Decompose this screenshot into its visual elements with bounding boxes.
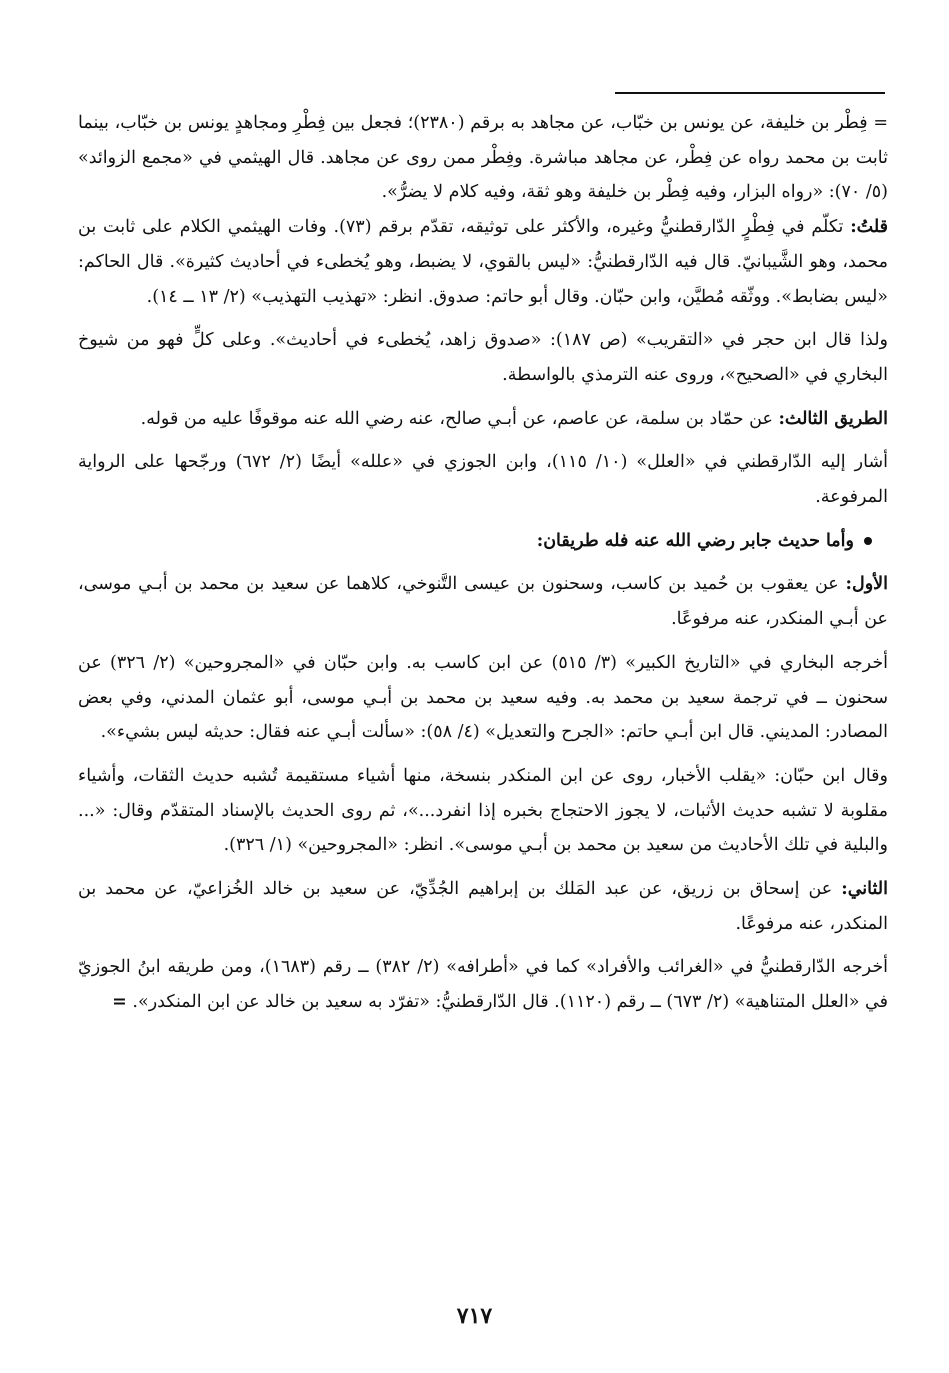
paragraph-qultu: [78, 210, 888, 314]
paragraph-daraqutni-ilal: [78, 445, 888, 514]
paragraph-body: أشار إليه الدّارقطني في «العلل» (١٠/ ١١٥)، وابن الجوزي في «علله» أيضًا (٢/ ٦٧٢) ورجّحها على الرواية المرفوعة.: [78, 452, 888, 508]
paragraph-body: عن حمّاد بن سلمة، عن عاصم، عن أبـي صالح، عنه رضي الله عنه موقوفًا عليه من قوله.: [140, 408, 779, 429]
paragraph-body: ولذا قال ابن حجر في «التقريب» (ص ١٨٧): «صدوق زاهد، يُخطىء في أحاديث». وعلى كلٍّ فهو من شيوخ البخاري في «الصحيح»، وروى عنه الترمذي بالواسطة.: [78, 330, 888, 385]
footnote-separator-rule: [615, 92, 885, 94]
footnote-text-block: [78, 106, 888, 1020]
paragraph-lead: الثاني:: [841, 879, 888, 900]
paragraph-body: عن إسحاق بن زريق، عن عبد المَلك بن إبراهيم الجُدِّيّ، عن سعيد بن خالد الخُزاعيّ، عن محمد بن المنكدر، عنه مرفوعًا.: [78, 879, 888, 934]
paragraph-second-route: [78, 872, 888, 941]
paragraph-body: عن يعقوب بن حُميد بن كاسب، وسحنون بن عيسى التَّنوخي، كلاهما عن سعيد بن محمد بن أبـي موسى، عن أبـي المنكدر، عنه مرفوعًا.: [78, 574, 888, 630]
paragraph-ibn-hibban: [78, 759, 888, 863]
footnote-paragraph: = فِطْر بن خليفة، عن يونس بن خبّاب، عن مجاهد به برقم (٢٣٨٠)؛ فجعل بين فِطْرِ ومجاهدٍ يونس بن خبّاب، بينما ثابت بن محمد رواه عن فِطْر، عن مجاهد مباشرة. وفِطْر ممن روى عن مجاهد. قال الهيثمي في «مجمع الزوائد» (٥/ ٧٠): «رواه البزار، وفيه فِطْر بن خليفة وهو ثقة، وفيه كلام لا يضرُّ».: [78, 113, 888, 203]
paragraph-first-route: [78, 567, 888, 636]
paragraph-body: أخرجه الدّارقطنيُّ في «الغرائب والأفراد» كما في «أطرافه» (٢/ ٣٨٢) ــ رقم (١٦٨٣)، ومن طريقه ابنُ الجوزيّ في «العلل المتناهية» (٢/ ٦٧٣) ــ رقم (١١٢٠). قال الدّارقطنيُّ: «تفرّد به سعيد بن خالد عن ابن المنكدر».: [78, 957, 888, 1013]
paragraph-lead: الأول:: [845, 574, 888, 595]
paragraph-daraqutni-gharaib: [78, 950, 888, 1019]
paragraph-lead: الطريق الثالث:: [778, 408, 888, 429]
paragraph-body: أخرجه البخاري في «التاريخ الكبير» (٣/ ٥١٥) عن ابن كاسب به. وابن حبّان في «المجروحين» (٢/ ٣٢٦) عن سحنون ــ في ترجمة سعيد بن محمد به. وفيه سعيد بن محمد بن أبـي موسى، أبو عثمان المدني، وفي بعض المصادر: المديني. قال ابن أبـي حاتم: «الجرح والتعديل» (٤/ ٥٨): «سألت أبـي عنه فقال: حديثه ليس بشيء».: [78, 652, 889, 743]
paragraph-third-route: [78, 402, 888, 437]
paragraph-body: وقال ابن حبّان: «يقلب الأخبار، روى عن ابن المنكدر بنسخة، منها أشياء مستقيمة تُشبه حديث الثقات، وأشياء مقلوبة لا تشبه حديث الأثبات، لا يجوز الاحتجاج بخبره إذا انفرد...»، ثم روى الحديث بالإسناد المتقدّم وقال: «... والبلية في تلك الأحاديث من سعيد بن محمد بن أبـي موسى». انظر: «المجروحين» (١/ ٣٢٦).: [78, 765, 888, 856]
section-heading-text: وأما حديث جابر رضي الله عنه فله طريقان:: [536, 530, 854, 551]
section-heading-jabir: [78, 524, 888, 559]
paragraph-lead: قلتُ:: [850, 217, 888, 238]
paragraph-bukhari-takhrij: [78, 646, 888, 750]
page-number: ٧١٧: [456, 1303, 493, 1329]
continuation-marker: =: [112, 992, 127, 1013]
paragraph-ibn-hajar: [78, 323, 888, 392]
paragraph-body: تكلّم في فِطْرٍ الدّارقطنيُّ وغيره، والأكثر على توثيقه، تقدّم برقم (٧٣). وفات الهيثمي الكلام على ثابت بن محمد، وهو الشَّيبانيّ. قال فيه الدّارقطنيُّ: «ليس بالقوي، لا يضبط، وهو يُخطىء في أحاديث كثيرة». قال الحاكم: «ليس بضابط». ووثّقه مُطيَّن، وابن حبّان. وقال أبو حاتم: صدوق. انظر: «تهذيب التهذيب» (٢/ ١٣ ــ ١٤).: [78, 217, 888, 307]
footnote-continuation: [78, 106, 888, 210]
